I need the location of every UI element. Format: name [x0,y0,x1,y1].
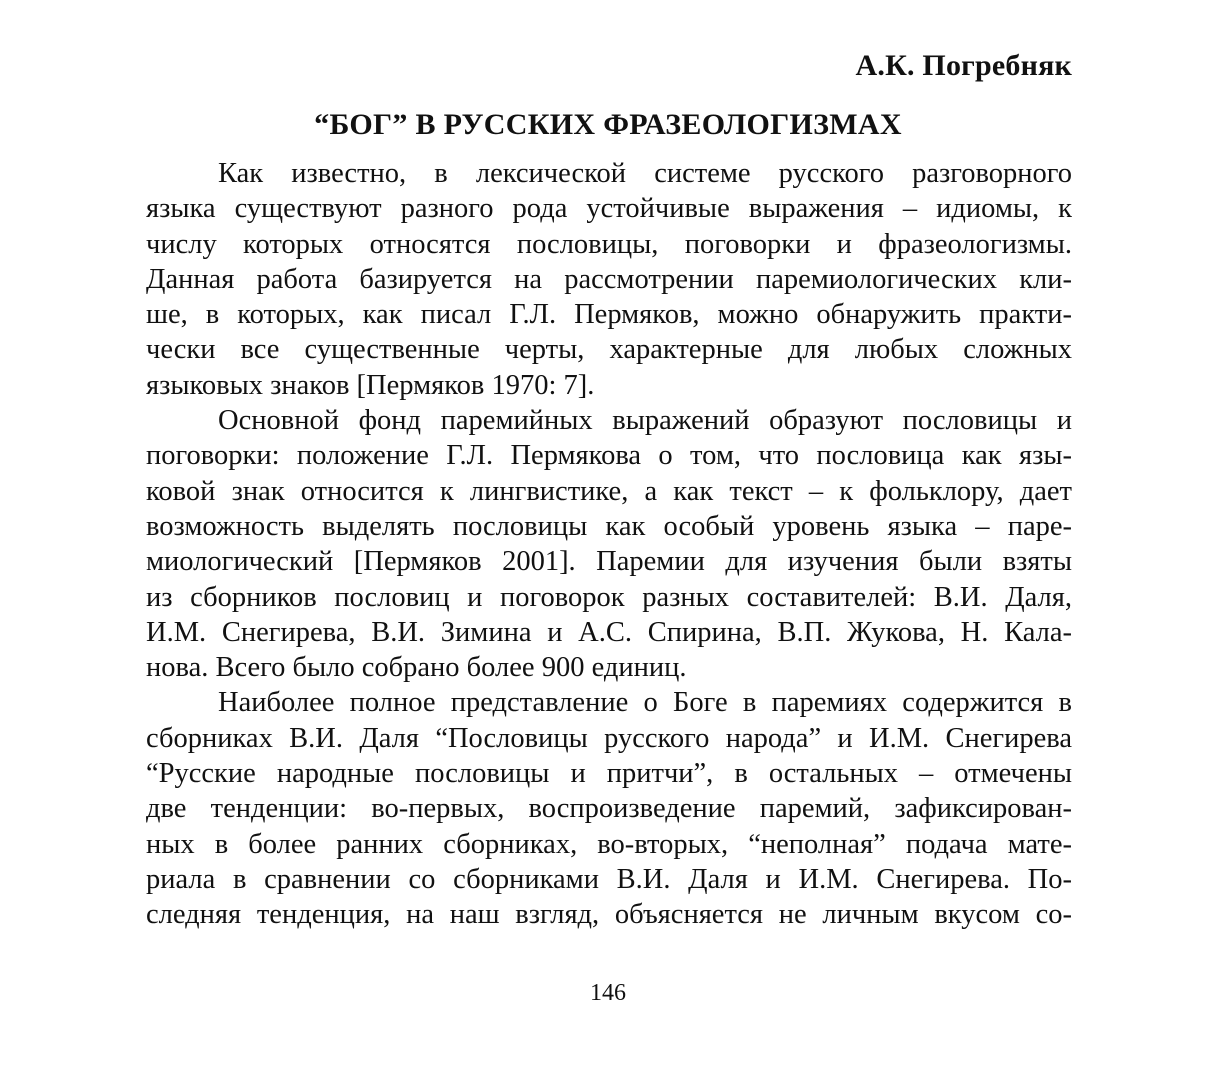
text-line: возможность выделять пословицы как особый уровень языка – паре- [146,510,1072,542]
text-line: Наиболее полное представление о Боге в паремиях содержится в [218,687,1072,719]
paragraph-3 [146,685,1072,932]
text-line: Как известно, в лексической системе русского разговорного [218,158,1072,189]
text-line: “Русские народные пословицы и притчи”, в остальных – отмечены [146,758,1072,790]
text-line: следняя тенденция, на наш взгляд, объясняется не личным вкусом со- [146,899,1072,931]
paragraph-2 [146,403,1072,685]
text-line: чески все существенные черты, характерные для любых сложных [146,334,1072,366]
text-line: поговорки: положение Г.Л. Пермякова о том, что пословица как язы- [146,440,1072,472]
text-line: Данная работа базируется на рассмотрении паремиологических кли- [146,263,1072,295]
text-line: И.М. Снегирева, В.И. Зимина и А.С. Спирина, В.П. Жукова, Н. Кала- [146,616,1072,648]
text-line: ковой знак относится к лингвистике, а как текст – к фольклору, дает [146,475,1072,507]
page-number: 146 [590,980,626,1006]
article-title: “БОГ” В РУССКИХ ФРАЗЕОЛОГИЗМАХ [314,108,902,141]
text-line: миологический [Пермяков 2001]. Паремии для изучения были взяты [146,546,1072,578]
text-line: числу которых относятся пословицы, поговорки и фразеологизмы. [146,228,1072,260]
article-body [146,156,1072,933]
text-line: языковых знаков [Пермяков 1970: 7]. [146,369,595,401]
text-line: Основной фонд паремийных выражений образуют пословицы и [218,405,1072,437]
text-line: две тенденции: во-первых, воспроизведение паремий, зафиксирован- [146,793,1072,825]
text-line: ше, в которых, как писал Г.Л. Пермяков, можно обнаружить практи- [146,299,1072,331]
text-line: ных в более ранних сборниках, во-вторых, “неполная” подача мате- [146,828,1072,860]
text-line: сборниках В.И. Даля “Пословицы русского народа” и И.М. Снегирева [146,722,1072,754]
text-line: из сборников пословиц и поговорок разных составителей: В.И. Даля, [146,581,1072,613]
text-line: риала в сравнении со сборниками В.И. Даля и И.М. Снегирева. По- [146,863,1072,895]
text-line: нова. Всего было собрано более 900 единиц. [146,652,687,684]
text-line: языка существуют разного рода устойчивые выражения – идиомы, к [146,193,1072,225]
author-name: А.К. Погребняк [855,49,1072,82]
paragraph-1 [146,156,1072,403]
